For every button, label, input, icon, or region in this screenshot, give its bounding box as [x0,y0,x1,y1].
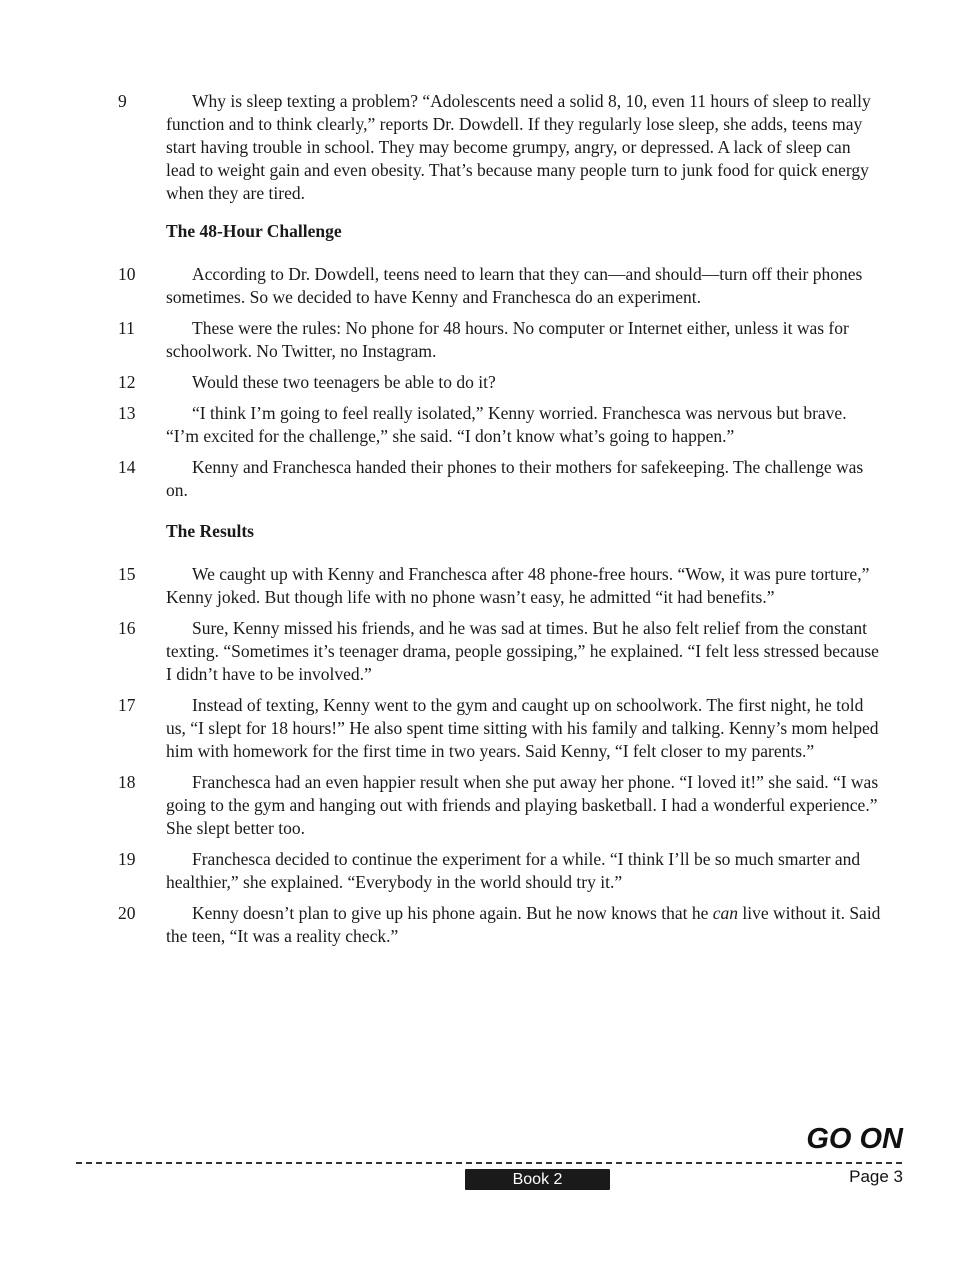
paragraph-number: 18 [118,772,136,792]
paragraph-17 [0,694,979,763]
paragraph-20 [0,902,979,948]
article-body [0,90,979,956]
go-on-label: GO ON [806,1123,903,1155]
paragraph-14 [0,456,979,502]
paragraph-text: Kenny and Franchesca handed their phones to their mothers for safekeeping. The challenge was on. [166,457,864,500]
paragraph-text: “I think I’m going to feel really isolated,” Kenny worried. Franchesca was nervous but brave. “I’m excited for the challenge,” she said. “I don’t know what’s going to happen.” [166,403,847,446]
paragraph-12 [0,371,979,394]
paragraph-number: 15 [118,564,136,584]
section-heading-results: The Results [166,521,254,541]
paragraph-9 [0,90,979,205]
paragraph-number: 12 [118,372,136,392]
paragraph-13 [0,402,979,448]
paragraph-text: Instead of texting, Kenny went to the gym and caught up on schoolwork. The first night, he told us, “I slept for 18 hours!” He also spent time sitting with his family and talking. Kenny’s mom helped him with homework for the first time in two years. Said Kenny, “I felt closer to my parents.” [166,695,879,761]
paragraph-number: 9 [118,91,127,111]
paragraph-11 [0,317,979,363]
paragraph-number: 17 [118,695,136,715]
paragraph-text: Why is sleep texting a problem? “Adolescents need a solid 8, 10, even 11 hours of sleep to really function and to think clearly,” reports Dr. Dowdell. If they regularly lose sleep, she adds, teens may start having trouble in school. They may become grumpy, angry, or depressed. A lack of sleep can lead to weight gain and even obesity. That’s because many people turn to junk food for quick energy when they are tired. [166,91,871,203]
paragraph-number: 11 [118,318,135,338]
page-number: Page 3 [849,1167,903,1186]
paragraph-18 [0,771,979,840]
paragraph-number: 13 [118,403,136,423]
paragraph-text: According to Dr. Dowdell, teens need to learn that they can—and should—turn off their phones sometimes. So we decided to have Kenny and Franchesca do an experiment. [166,264,863,307]
paragraph-16 [0,617,979,686]
paragraph-10 [0,263,979,309]
section-heading-challenge: The 48-Hour Challenge [166,221,342,241]
paragraph-text [166,902,882,948]
paragraph-text: Sure, Kenny missed his friends, and he was sad at times. But he also felt relief from the constant texting. “Sometimes it’s teenager drama, people gossiping,” he explained. “I felt less stressed because I didn’t have to be involved.” [166,618,879,684]
paragraph-number: 20 [118,903,136,923]
footer-dashed-divider [76,1162,902,1164]
paragraph-text: Would these two teenagers be able to do it? [192,372,496,392]
paragraph-number: 14 [118,457,136,477]
paragraph-19 [0,848,979,894]
paragraph-number: 10 [118,264,136,284]
paragraph-number: 19 [118,849,136,869]
paragraph-text: Franchesca had an even happier result when she put away her phone. “I loved it!” she said. “I was going to the gym and hanging out with friends and playing basketball. I had a wonderful experience.” She slept better too. [166,772,879,838]
emphasized-word: can [712,903,738,923]
paragraph-text: Franchesca decided to continue the experiment for a while. “I think I’ll be so much smarter and healthier,” she explained. “Everybody in the world should try it.” [166,849,861,892]
paragraph-text: We caught up with Kenny and Franchesca after 48 phone-free hours. “Wow, it was pure torture,” Kenny joked. But though life with no phone wasn’t easy, he admitted “it had benefits.” [166,564,870,607]
book-label: Book 2 [465,1169,610,1190]
paragraph-15 [0,563,979,609]
paragraph-text-start: Kenny doesn’t plan to give up his phone again. But he now knows that he [192,903,713,923]
paragraph-text-end: live without it. Said the teen, “It was a reality check.” [166,903,881,946]
paragraph-number: 16 [118,618,136,638]
paragraph-text: These were the rules: No phone for 48 hours. No computer or Internet either, unless it was for schoolwork. No Twitter, no Instagram. [166,318,849,361]
